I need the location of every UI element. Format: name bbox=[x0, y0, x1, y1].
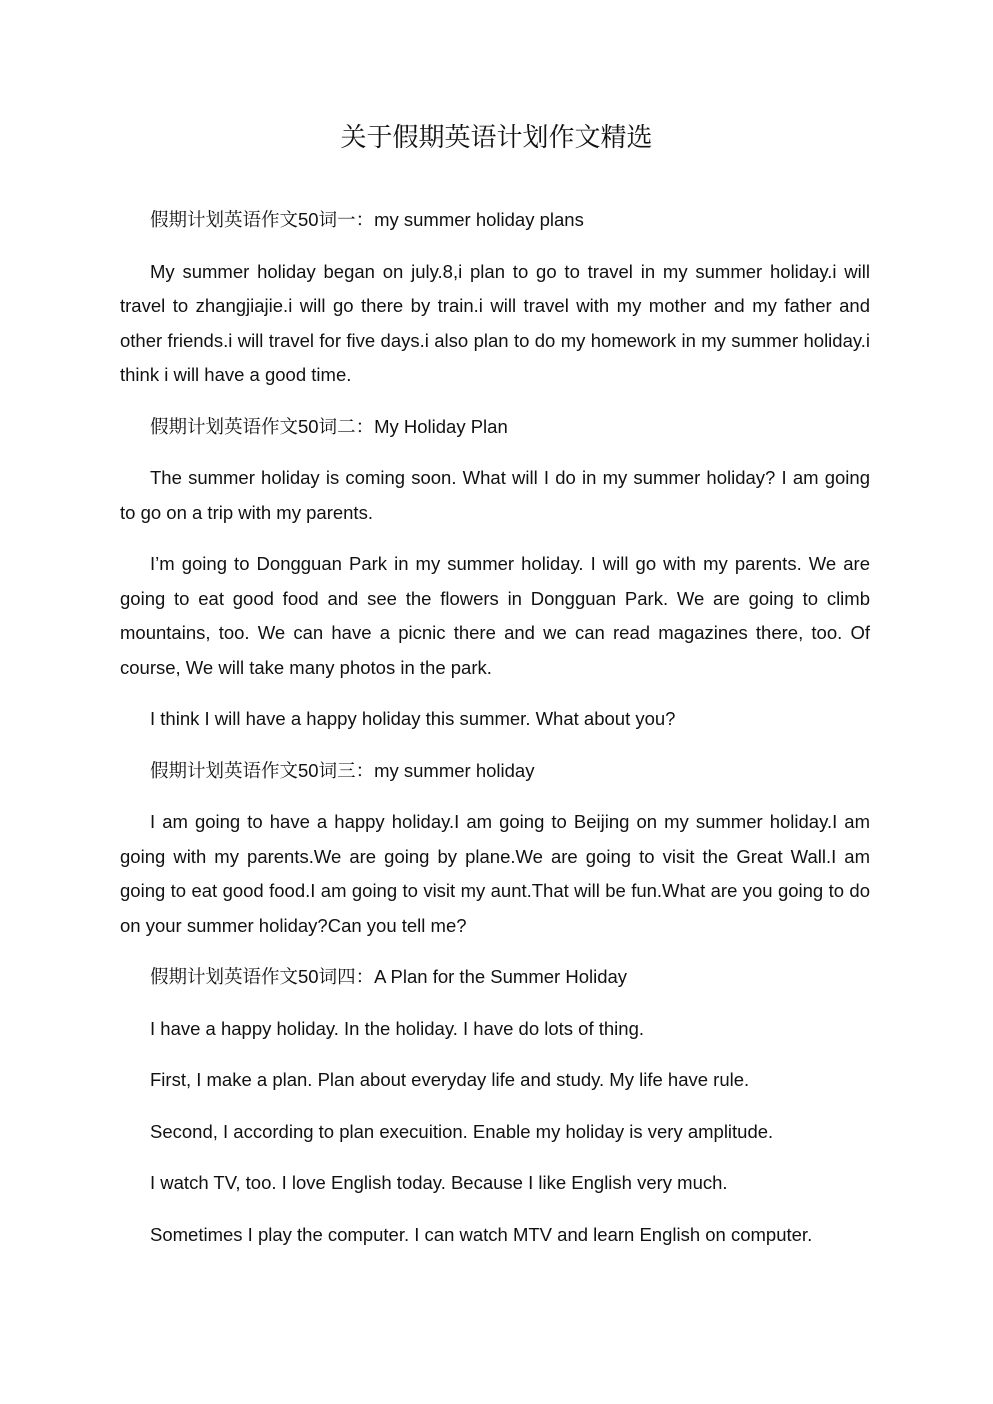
document-title: 关于假期英语计划作文精选 bbox=[340, 123, 653, 153]
paragraph: Sometimes I play the computer. I can watch MTV and learn English on computer. bbox=[150, 1223, 813, 1245]
paragraph: I am going to have a happy holiday.I am going to Beijing on my summer holiday.I am going with my parents.We are going by plane.We are going to visit the Great Wall.I am going to eat good food.I am going to visit my aunt.That will be fun.What are you going to do on your summer holiday?Can you tell me? bbox=[120, 811, 870, 936]
paragraph: The summer holiday is coming soon. What will I do in my summer holiday? I am going to go on a trip with my parents. bbox=[120, 467, 870, 523]
paragraph: I think I will have a happy holiday this summer. What about you? bbox=[150, 708, 676, 729]
paragraph: I’m going to Dongguan Park in my summer holiday. I will go with my parents. We are going to eat good food and see the flowers in Dongguan Park. We are going to climb mountains, too. We can have a picnic there and we can read magazines there, too. Of course, We will take many photos in the park. bbox=[120, 553, 870, 678]
paragraph: My summer holiday began on july.8,i plan to go to travel in my summer holiday.i will travel to zhangjiajie.i will go there by train.i will travel with my mother and my father and other friends.i will travel for five days.i also plan to do my homework in my summer holiday.i think i will have a good time. bbox=[120, 260, 870, 385]
paragraph: Second, I according to plan execuition. Enable my holiday is very amplitude. bbox=[150, 1120, 774, 1142]
document-body bbox=[120, 203, 870, 1252]
paragraph: First, I make a plan. Plan about everyday life and study. My life have rule. bbox=[150, 1069, 750, 1090]
section-heading-1: 假期计划英语作文50词一：my summer holiday plans bbox=[150, 209, 584, 230]
paragraph: I have a happy holiday. In the holiday. I have do lots of thing. bbox=[150, 1017, 645, 1039]
paragraph: I watch TV, too. I love English today. Because I like English very much. bbox=[150, 1172, 728, 1193]
section-heading-4: 假期计划英语作文50词四：A Plan for the Summer Holiday bbox=[150, 966, 628, 987]
section-heading-2: 假期计划英语作文50词二：My Holiday Plan bbox=[150, 415, 508, 437]
section-heading-3: 假期计划英语作文50词三：my summer holiday bbox=[150, 759, 535, 781]
